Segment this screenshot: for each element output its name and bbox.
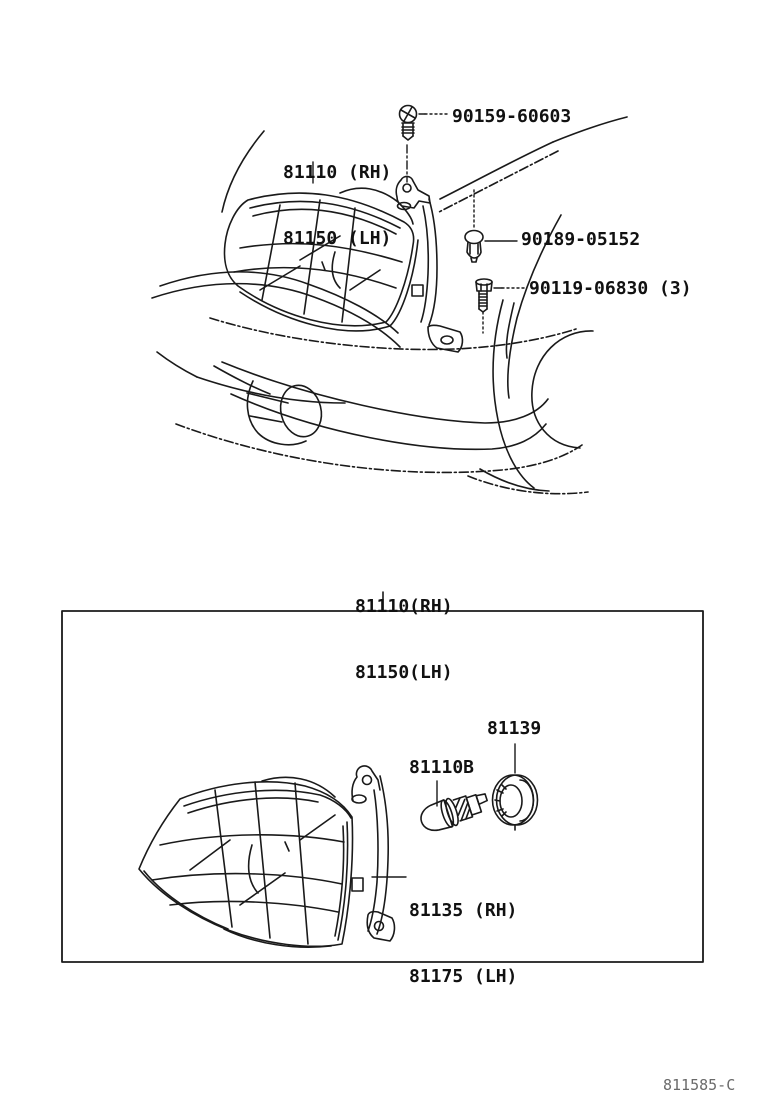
bolt-icon (476, 279, 492, 312)
part-label-screw: 90159-60603 (452, 106, 572, 127)
headlamp-unit-drawing (139, 777, 353, 947)
part-number: 81110 (RH) (283, 162, 392, 183)
part-label-headlamp-assy (283, 118, 391, 294)
retainer-cap-drawing (493, 775, 538, 830)
part-number: 81150(LH) (355, 662, 453, 683)
part-number: 81135 (RH) (409, 900, 518, 921)
figure-code: 811585-C (663, 1076, 736, 1094)
detail-box-title (355, 552, 453, 728)
clip-icon (465, 231, 483, 263)
part-label-retainer: 81139 (487, 718, 542, 739)
part-label-bulb: 81110B (409, 757, 475, 778)
fog-lamp-drawing (247, 381, 327, 445)
part-label-bolt: 90119-06830 (3) (529, 278, 692, 299)
unit-bracket-drawing (352, 766, 394, 941)
bulb-drawing (417, 787, 491, 835)
part-label-clip: 90189-05152 (521, 229, 641, 250)
bumper-drawing (157, 352, 582, 472)
part-number: 81175 (LH) (409, 966, 518, 987)
part-number: 81150 (LH) (283, 228, 392, 249)
part-label-unit (409, 856, 517, 1032)
mounting-bracket-drawing (396, 176, 462, 352)
screw-icon (400, 106, 417, 141)
part-number: 81110(RH) (355, 596, 453, 617)
